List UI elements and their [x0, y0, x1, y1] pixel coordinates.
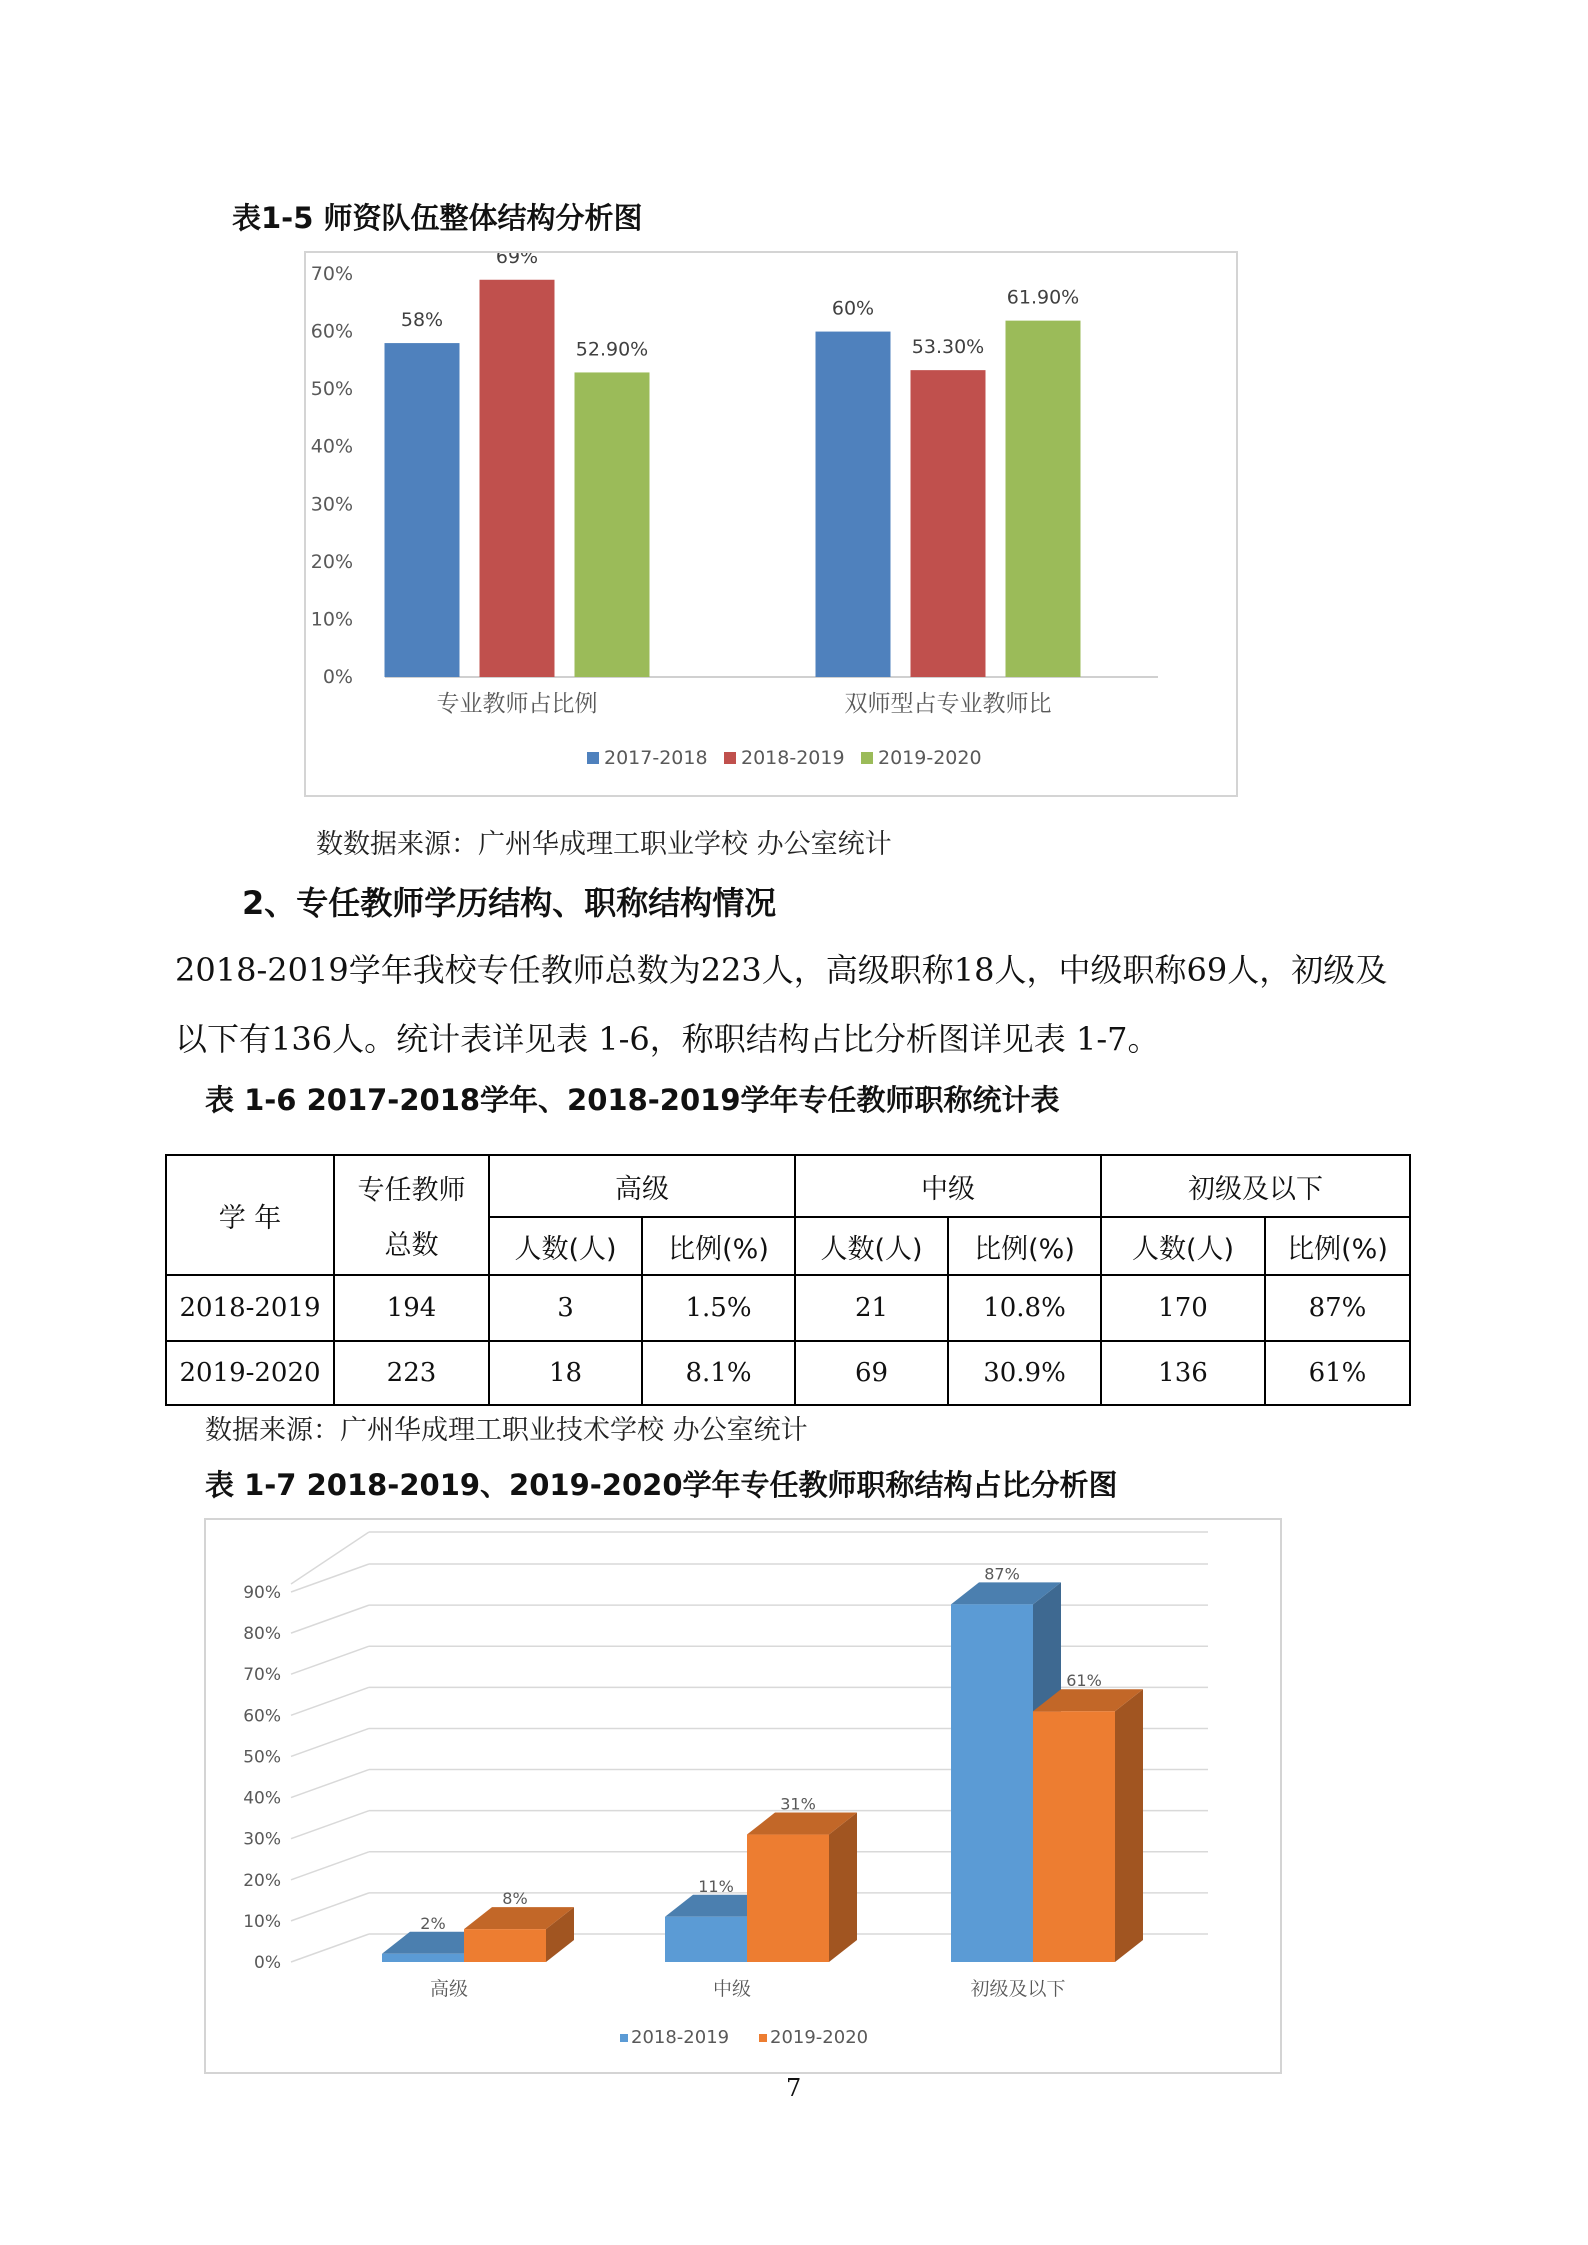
legend-label: 2018-2019 [631, 2027, 730, 2048]
legend-label: 2019-2020 [878, 747, 982, 769]
x-category-label: 专业教师占比例 [436, 691, 598, 717]
bar-side [829, 1813, 857, 1962]
y-tick-label: 70% [310, 263, 353, 285]
grid-diagonal [291, 1687, 369, 1715]
table-cell: 194 [334, 1275, 489, 1341]
header-senior-count: 人数(人) [489, 1217, 642, 1275]
page-number: 7 [786, 2074, 802, 2102]
table-cell: 69 [795, 1341, 948, 1405]
header-senior-ratio: 比例(%) [642, 1217, 795, 1275]
bar-2018-2019-1 [911, 370, 986, 677]
y-tick-label: 10% [310, 608, 353, 631]
table-cell: 10.8% [948, 1275, 1101, 1341]
data-label: 53.30% [911, 336, 985, 359]
data-label: 52.90% [575, 338, 649, 361]
y-tick-label: 40% [243, 1788, 281, 1809]
bar-2017-2018-0 [385, 343, 460, 677]
data-label: 2% [420, 1913, 446, 1933]
legend-label: 2019-2020 [770, 2027, 869, 2048]
header-junior-ratio: 比例(%) [1265, 1217, 1410, 1275]
grid-diagonal [291, 1646, 369, 1674]
table-cell: 1.5% [642, 1275, 795, 1341]
x-category-label: 高级 [429, 1978, 469, 2000]
y-tick-label: 30% [310, 493, 353, 516]
data-label: 69% [495, 253, 539, 268]
table-cell: 170 [1101, 1275, 1265, 1341]
y-tick-label: 0% [254, 1953, 281, 1973]
table-cell: 3 [489, 1275, 642, 1341]
table-cell: 223 [334, 1341, 489, 1405]
chart-1-svg [306, 253, 1236, 795]
grid-diagonal [291, 1893, 369, 1921]
bar-2017-2018-1 [816, 332, 891, 677]
legend-swatch [620, 2034, 628, 2042]
header-mid-count: 人数(人) [795, 1217, 948, 1275]
y-tick-label: 80% [243, 1624, 281, 1645]
table-cell: 21 [795, 1275, 948, 1341]
x-category-label: 双师型占专业教师比 [844, 691, 1052, 717]
table-cell: 8.1% [642, 1341, 795, 1405]
bar-2019-2020-2 [1033, 1711, 1115, 1962]
title-statistics-table [165, 1154, 1411, 1406]
header-mid-ratio: 比例(%) [948, 1217, 1101, 1275]
paragraph-line-1: 2018-2019学年我校专任教师总数为223人，高级职称18人，中级职称69人，初级及 [175, 951, 1388, 989]
legend-label: 2017-2018 [604, 747, 708, 769]
caption-table-1-7: 表 1-7 2018-2019、2019-2020学年专任教师职称结构占比分析图 [205, 1468, 1118, 1502]
table-cell: 87% [1265, 1275, 1410, 1341]
x-category-label: 初级及以下 [970, 1978, 1066, 2000]
header-mid: 中级 [795, 1155, 1101, 1217]
source-note-2: 数据来源：广州华成理工职业技术学校 办公室统计 [205, 1415, 808, 1446]
header-total [334, 1155, 489, 1275]
grid-diagonal [291, 1770, 369, 1798]
data-label: 31% [780, 1794, 816, 1814]
legend-swatch [759, 2034, 767, 2042]
grid-diagonal [291, 1811, 369, 1839]
y-tick-label: 50% [243, 1747, 281, 1768]
data-label: 11% [698, 1876, 734, 1896]
grid-diagonal [291, 1564, 369, 1592]
section-heading-2: 2、专任教师学历结构、职称结构情况 [242, 884, 777, 922]
grid-diagonal [291, 1605, 369, 1633]
table-cell: 136 [1101, 1341, 1265, 1405]
table-cell: 61% [1265, 1341, 1410, 1405]
table-cell: 2018-2019 [166, 1275, 334, 1341]
legend-label: 2018-2019 [741, 747, 845, 769]
header-year: 学 年 [166, 1155, 334, 1275]
bar-2019-2020-0 [464, 1929, 546, 1962]
bar-2018-2019-1 [665, 1917, 747, 1962]
data-label: 58% [400, 309, 444, 332]
data-label: 61.90% [1006, 286, 1080, 309]
header-total-line2: 总数 [384, 1230, 439, 1261]
y-tick-label: 30% [243, 1829, 281, 1850]
y-tick-label: 50% [310, 378, 353, 401]
chart-1-frame [304, 251, 1238, 797]
table-cell: 18 [489, 1341, 642, 1405]
y-tick-label: 0% [322, 666, 353, 688]
table-cell: 2019-2020 [166, 1341, 334, 1405]
bar-2019-2020-1 [1006, 321, 1081, 677]
table-row [166, 1275, 1410, 1341]
bar-2019-2020-0 [575, 372, 650, 677]
y-tick-label: 20% [243, 1870, 281, 1891]
paragraph-line-2: 以下有136人。统计表详见表 1-6，称职结构占比分析图详见表 1-7。 [175, 1020, 1160, 1058]
table-cell: 30.9% [948, 1341, 1101, 1405]
grid-diagonal [291, 1728, 369, 1756]
y-tick-label: 90% [243, 1583, 281, 1603]
bar-side [1115, 1689, 1143, 1962]
legend-swatch [587, 752, 599, 764]
y-tick-label: 70% [243, 1665, 281, 1686]
y-tick-label: 20% [310, 550, 353, 573]
data-label: 87% [984, 1564, 1020, 1584]
y-tick-label: 60% [310, 320, 353, 343]
grid-diagonal [291, 1532, 369, 1584]
header-junior: 初级及以下 [1101, 1155, 1410, 1217]
source-note-1: 数数据来源：广州华成理工职业学校 办公室统计 [316, 829, 892, 860]
legend-swatch [861, 752, 873, 764]
bar-2019-2020-1 [747, 1835, 829, 1962]
bar-2018-2019-2 [951, 1604, 1033, 1962]
caption-table-1-6: 表 1-6 2017-2018学年、2018-2019学年专任教师职称统计表 [205, 1083, 1060, 1117]
data-label: 60% [831, 297, 875, 320]
chart-2-frame [204, 1518, 1282, 2074]
y-tick-label: 40% [310, 435, 353, 458]
table-row [166, 1341, 1410, 1405]
grid-diagonal [291, 1934, 369, 1962]
data-label: 8% [502, 1889, 528, 1909]
header-junior-count: 人数(人) [1101, 1217, 1265, 1275]
chart-2-svg [206, 1520, 1280, 2072]
caption-table-1-5: 表1-5 师资队伍整体结构分析图 [232, 201, 643, 235]
bar-2018-2019-0 [382, 1954, 464, 1962]
grid-diagonal [291, 1852, 369, 1880]
header-senior: 高级 [489, 1155, 795, 1217]
legend-swatch [724, 752, 736, 764]
y-tick-label: 60% [243, 1706, 281, 1727]
x-category-label: 中级 [712, 1978, 752, 2000]
header-total-line1: 专任教师 [357, 1175, 466, 1206]
y-tick-label: 10% [243, 1911, 281, 1932]
bar-2018-2019-0 [480, 280, 555, 677]
data-label: 61% [1066, 1671, 1102, 1691]
